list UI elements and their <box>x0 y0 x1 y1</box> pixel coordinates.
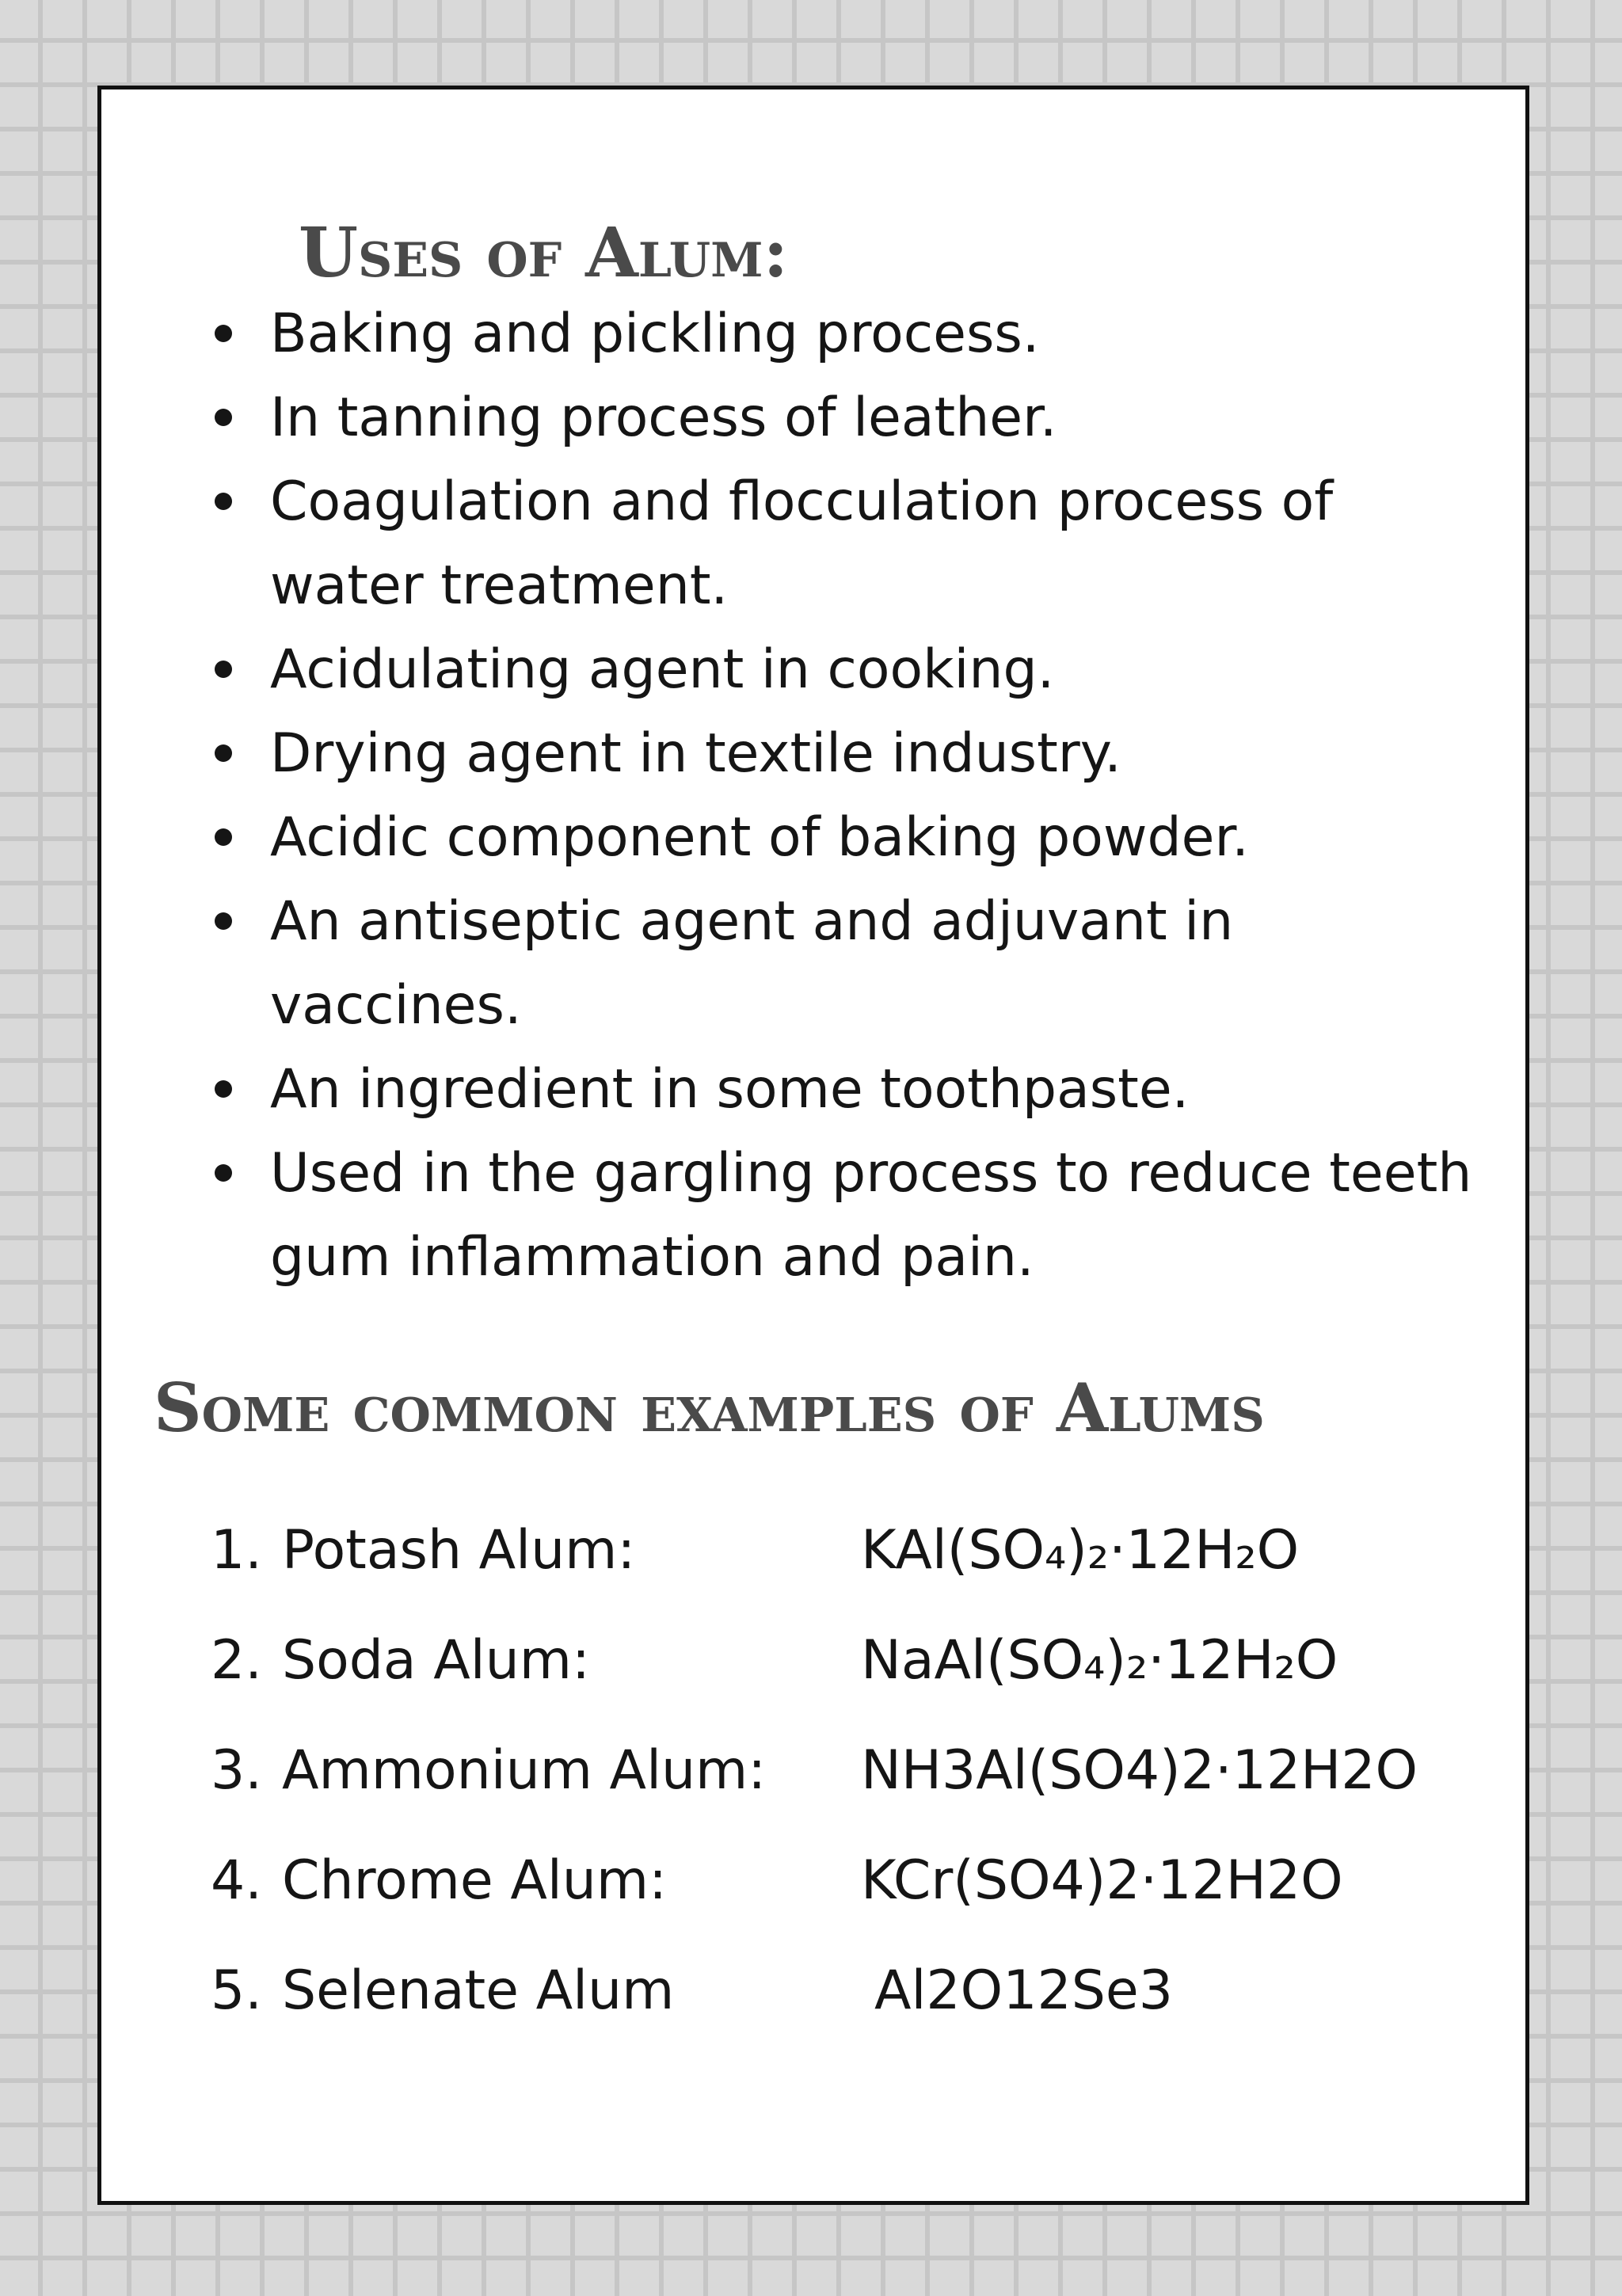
list-item <box>215 1048 1498 1132</box>
bullet-icon <box>215 744 232 762</box>
examples-list <box>211 1495 1510 2046</box>
use-text: Acidic component of baking powder. <box>270 806 1249 869</box>
example-number: 4. <box>211 1849 262 1912</box>
use-text: An ingredient in some toothpaste. <box>270 1058 1190 1121</box>
uses-heading: Uses of Alum: <box>299 213 789 293</box>
use-text: An antiseptic agent and adjuvant in vaccines. <box>270 890 1234 1037</box>
example-name: Chrome Alum: <box>282 1849 667 1912</box>
list-item <box>215 292 1498 376</box>
example-formula: NaAl(SO₄)₂·12H₂O <box>861 1629 1338 1692</box>
list-item <box>215 460 1498 628</box>
list-item <box>215 1132 1498 1300</box>
bullet-icon <box>215 1080 232 1098</box>
example-number: 1. <box>211 1519 262 1582</box>
bullet-icon <box>215 325 232 342</box>
example-name: Ammonium Alum: <box>282 1739 767 1802</box>
bullet-icon <box>215 409 232 426</box>
uses-list <box>215 292 1498 1300</box>
example-row <box>211 1715 1510 1826</box>
use-text: Coagulation and flocculation process of water treatment. <box>270 470 1334 617</box>
bullet-icon <box>215 912 232 930</box>
example-formula: KAl(SO₄)₂·12H₂O <box>861 1519 1300 1582</box>
use-text: Used in the gargling process to reduce teeth gum inflammation and pain. <box>270 1142 1472 1289</box>
example-row <box>211 1495 1510 1605</box>
list-item <box>215 712 1498 796</box>
use-text: Acidulating agent in cooking. <box>270 638 1055 701</box>
bullet-icon <box>215 493 232 510</box>
example-row <box>211 1826 1510 1936</box>
example-number: 3. <box>211 1739 262 1802</box>
example-row <box>211 1936 1510 2046</box>
use-text: Drying agent in textile industry. <box>270 722 1121 785</box>
example-row <box>211 1605 1510 1715</box>
example-name: Selenate Alum <box>282 1959 675 2022</box>
bullet-icon <box>215 828 232 846</box>
example-number: 5. <box>211 1959 262 2022</box>
list-item <box>215 376 1498 460</box>
example-name: Potash Alum: <box>282 1519 636 1582</box>
use-text: In tanning process of leather. <box>270 386 1057 449</box>
example-name: Soda Alum: <box>282 1629 590 1692</box>
use-text: Baking and pickling process. <box>270 303 1040 365</box>
example-formula: KCr(SO4)2·12H2O <box>861 1849 1343 1912</box>
list-item <box>215 628 1498 712</box>
bullet-icon <box>215 661 232 678</box>
info-card <box>97 86 1529 2205</box>
example-formula: Al2O12Se3 <box>874 1959 1173 2022</box>
example-formula: NH3Al(SO4)2·12H2O <box>861 1739 1418 1802</box>
list-item <box>215 796 1498 880</box>
list-item <box>215 880 1498 1048</box>
bullet-icon <box>215 1164 232 1182</box>
example-number: 2. <box>211 1629 262 1692</box>
examples-heading: Some common examples of Alums <box>154 1369 1265 1447</box>
